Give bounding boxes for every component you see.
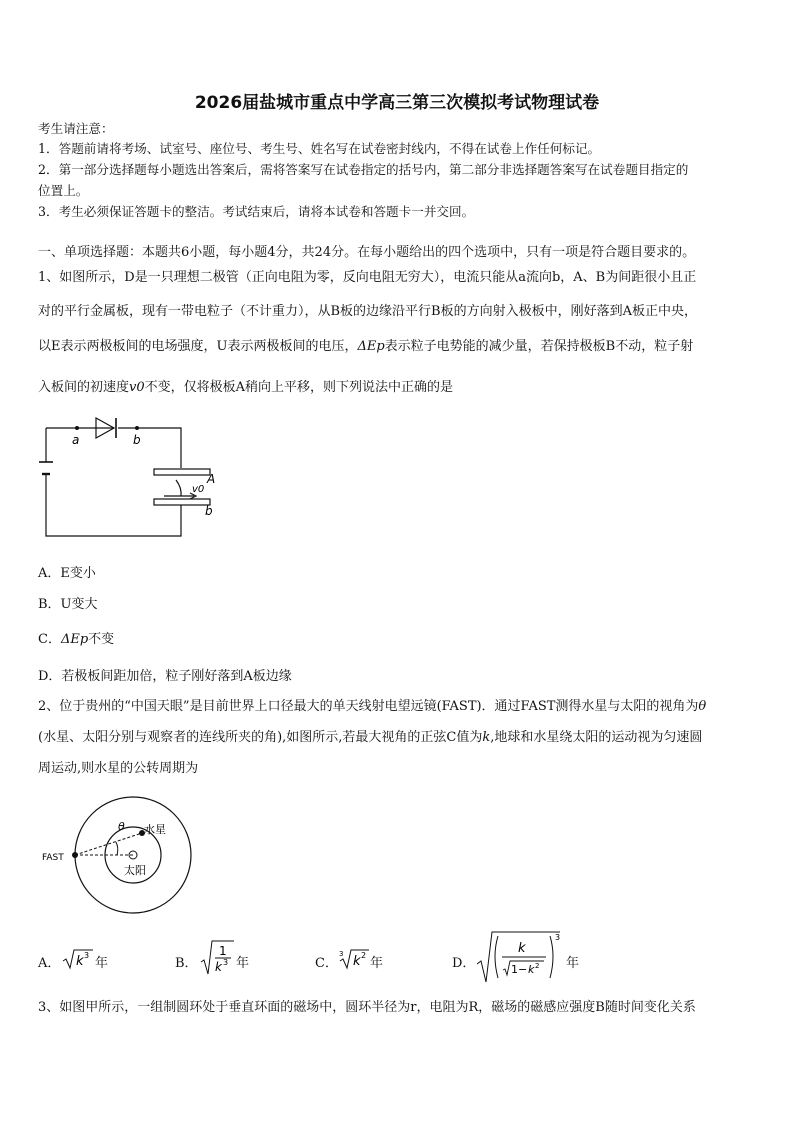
svg-text:k: k [518,941,526,956]
label-theta: θ [118,820,125,833]
q2-option-a-label[interactable]: A． [38,956,61,971]
q2-text-part: 2、位于贵州的“中国天眼”是目前世界上口径最大的单天线射电望远镜(FAST)．通过FAST测得水星与太阳的视角为 [38,699,699,714]
instruction-item: 3．考生必须保证答题卡的整洁。考试结束后，请将本试卷和答题卡一并交回。 [38,204,475,219]
section-heading: 一、单项选择题：本题共6小题，每小题4分，共24分。在每小题给出的四个选项中，只有一项是符合题目要求的。 [38,245,696,260]
svg-text:3: 3 [84,951,90,960]
node-b-dot [135,426,139,430]
instruction-item: 位置上。 [38,183,89,198]
label-b: b [133,433,141,447]
q1-text-line [38,378,760,398]
q2-text-part: (水星、太阳分别与观察者的连线所夹的角),如图所示,若最大视角的正弦C值为 [38,730,483,745]
q2-text-line [38,697,760,717]
svg-text:1−: 1− [511,963,528,976]
svg-text:2: 2 [535,962,540,970]
q1-option-c[interactable] [38,628,114,647]
q2-option-b-label[interactable]: B． [175,956,198,971]
q1-text-line: 对的平行金属板，现有一带电粒子（不计重力），从B板的边缘沿平行B板的方向射入极板中，刚好落到A板正中央， [38,304,697,319]
svg-text:3: 3 [339,950,344,958]
label-mercury: 水星 [144,823,166,836]
q1-text-part: 表示粒子电势能的减少量，若保持极板B不动，粒子射 [384,339,694,354]
q2-option-a-formula [62,944,94,972]
svg-text:k: k [353,954,361,969]
instructions-heading: 考生请注意： [38,121,114,136]
orbit-diagram [38,790,228,920]
q3-text-line: 3、如图甲所示，一组制圆环处于垂直环面的磁场中，圆环半径为r，电阻为R，磁场的磁感应强度B随时间变化关系 [38,1000,696,1015]
svg-text:k: k [215,960,222,974]
q1-text-line: 1、如图所示，D是一只理想二极管（正向电阻为零，反向电阻无穷大），电流只能从a流向b，A、B为间距很小且正 [38,270,697,285]
q2-option-d-label[interactable]: D． [452,956,476,971]
q2-option-c-formula [338,944,370,972]
q2-text-part: ,地球和水星绕太阳的运动视为匀速圆 [490,730,703,745]
q2-option-d-unit: 年 [566,956,580,971]
q2-option-c-unit: 年 [370,956,384,971]
q1-option-c-label: C． [38,632,61,647]
q2-option-b-unit: 年 [236,956,250,971]
label-plate-a: A [207,472,216,486]
q2-option-c-label[interactable]: C． [315,956,338,971]
svg-text:k: k [76,954,84,969]
q1-option-c-text: 不变 [88,632,115,647]
q2-text-line: 周运动,则水星的公转周期为 [38,761,199,776]
instruction-item: 1．答题前请将考场、试室号、座位号、考生号、姓名写在试卷密封线内，不得在试卷上作任何标记。 [38,141,601,156]
q2-option-d-formula [476,928,566,986]
circuit-diagram [36,412,226,542]
svg-text:k: k [528,963,535,976]
delta-ep-symbol: ΔEp [357,339,385,354]
instruction-item: 2．第一部分选择题每小题选出答案后，需将答案写在试卷指定的括号内，第二部分非选择题答案写在试卷题目指定的 [38,162,689,177]
svg-text:3: 3 [555,933,561,942]
q1-text-line [38,337,760,357]
q1-text-part: 以E表示两极板间的电场强度，U表示两极板间的电压， [38,339,358,354]
svg-text:3: 3 [223,958,229,967]
label-v0: v0 [192,484,205,495]
label-fast: FAST [42,853,64,863]
node-a-dot [75,426,79,430]
svg-text:2: 2 [361,951,367,960]
label-plate-b: b [205,504,213,518]
label-a: a [72,433,80,447]
q1-option-a[interactable]: A．E变小 [38,566,96,581]
delta-ep-symbol: ΔEp [60,632,89,647]
q1-option-d[interactable]: D．若极板间距加倍，粒子刚好落到A板边缘 [38,669,292,684]
q2-option-b-formula [200,938,236,978]
page-title: 2026届盐城市重点中学高三第三次模拟考试物理试卷 [194,93,600,113]
q1-text-part: 不变，仅将极板A稍向上平移，则下列说法中正确的是 [144,380,454,395]
label-sun: 太阳 [124,864,146,877]
q2-option-a-unit: 年 [95,956,109,971]
svg-text:1: 1 [219,944,227,958]
theta-symbol: θ [698,699,707,714]
k-symbol: k [482,730,491,745]
q1-option-b[interactable]: B．U变大 [38,597,98,612]
q1-text-part: 入板间的初速度 [38,380,130,395]
v0-symbol: v0 [129,380,145,395]
q2-text-line [38,728,760,748]
